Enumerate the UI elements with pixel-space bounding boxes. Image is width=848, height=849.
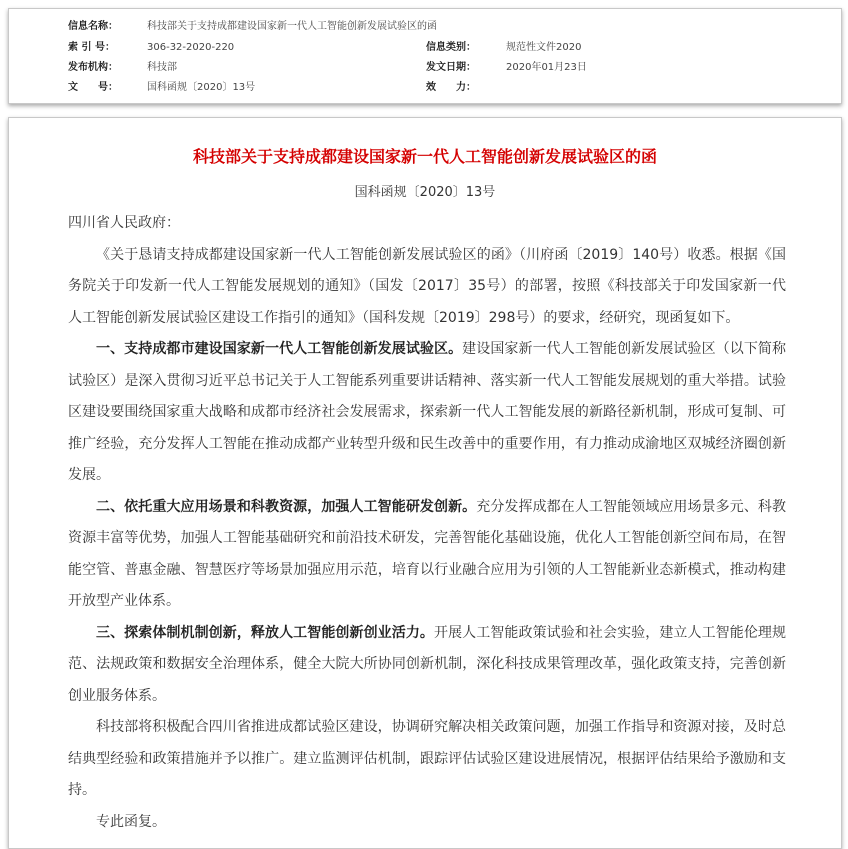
- salutation: 四川省人民政府：: [68, 215, 180, 231]
- section-2-text: 充分发挥成都在人工智能领域应用场景多元、科教资源丰富等优势，加强人工智能基础研究和前沿技术研发，完善智能化基础设施，优化人工智能创新空间布局，在智能空管、普惠金融、智慧医疗等场景加强应用示范，培育以行业融合应用为引领的人工智能新业态新模式，推动构建开放型产业体系。: [68, 498, 786, 609]
- info-validity-label: 效 力：: [426, 82, 476, 93]
- info-docno-label: 文 号：: [68, 82, 118, 93]
- document-info-panel: [8, 8, 842, 104]
- section-3-heading: 三、探索体制机制创新，释放人工智能创新创业活力。: [96, 624, 434, 641]
- info-row-docno: [9, 80, 839, 96]
- closing: 专此函复。: [96, 813, 166, 830]
- section-3: [68, 618, 786, 713]
- info-date-label: 发文日期：: [426, 62, 476, 73]
- info-row-org: [9, 60, 839, 76]
- info-name-label: 信息名称：: [68, 21, 118, 32]
- section-1-text: 建设国家新一代人工智能创新发展试验区（以下简称试验区）是深入贯彻习近平总书记关于人工智能系列重要讲话精神、落实新一代人工智能发展规划的重大举措。试验区建设要围绕国家重大战略和成都市经济社会发展需求，探索新一代人工智能发展的新路径新机制，形成可复制、可推广经验，充分发挥人工智能在推动成都产业转型升级和民生改善中的重要作用，有力推动成渝地区双城经济圈创新发展。: [68, 341, 787, 483]
- info-date-value: 2020年01月23日: [506, 62, 587, 73]
- section-3-text: 开展人工智能政策试验和社会实验，建立人工智能伦理规范、法规政策和数据安全治理体系，健全大院大所协同创新机制，深化科技成果管理改革，强化政策支持，完善创新创业服务体系。: [68, 624, 786, 704]
- info-index-label: 索 引 号：: [68, 42, 115, 53]
- paragraph-final: 科技部将积极配合四川省推进成都试验区建设，协调研究解决相关政策问题，加强工作指导和资源对接，及时总结典型经验和政策措施并予以推广。建立监测评估机制，跟踪评估试验区建设进展情况，根据评估结果给予激励和支持。: [68, 719, 786, 798]
- paragraph-intro: 《关于恳请支持成都建设国家新一代人工智能创新发展试验区的函》（川府函〔2019〕140号）收悉。根据《国务院关于印发新一代人工智能发展规划的通知》（国发〔2017〕35号）的部署，按照《科技部关于印发国家新一代人工智能创新发展试验区建设工作指引的通知》（国科发规〔2019〕298号）的要求，经研究，现函复如下。: [68, 246, 786, 326]
- document-body: [68, 208, 786, 838]
- info-category-value: 规范性文件2020: [506, 42, 582, 53]
- info-org-value: 科技部: [147, 62, 177, 73]
- document-content: [8, 117, 842, 849]
- info-category-label: 信息类别：: [426, 42, 476, 53]
- info-index-value: 306-32-2020-220: [147, 42, 235, 53]
- info-row-name: [9, 19, 839, 35]
- document-number: 国科函规〔2020〕13号: [354, 185, 496, 200]
- info-docno-value: 国科函规〔2020〕13号: [147, 82, 256, 93]
- section-1: [68, 334, 786, 492]
- section-1-heading: 一、支持成都市建设国家新一代人工智能创新发展试验区。: [96, 341, 463, 357]
- section-2-heading: 二、依托重大应用场景和科教资源，加强人工智能研发创新。: [96, 498, 477, 515]
- info-row-index: [9, 40, 839, 56]
- section-2: [68, 492, 786, 618]
- info-name-value: 科技部关于支持成都建设国家新一代人工智能创新发展试验区的函: [147, 21, 437, 32]
- document-title: 科技部关于支持成都建设国家新一代人工智能创新发展试验区的函: [192, 147, 657, 166]
- info-org-label: 发布机构：: [68, 62, 118, 73]
